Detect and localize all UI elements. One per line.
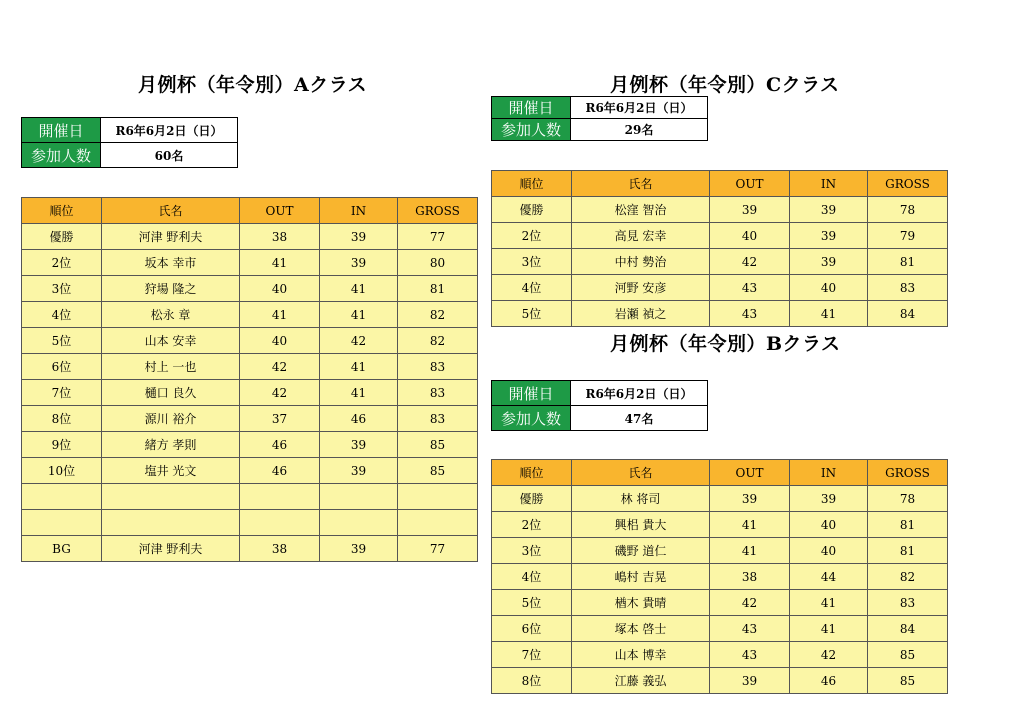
- table-row: [22, 380, 478, 406]
- table-row: [22, 484, 478, 510]
- cell-rank: 2位: [492, 512, 572, 538]
- cell-out: 43: [710, 275, 790, 301]
- header-row: [22, 198, 478, 224]
- class-a-participants: 60名: [101, 143, 238, 168]
- table-row: [492, 564, 948, 590]
- cell-out: 41: [710, 538, 790, 564]
- cell-out: 46: [240, 432, 320, 458]
- cell-gross: 79: [868, 223, 948, 249]
- col-header-name: 氏名: [572, 460, 710, 486]
- table-row: [492, 223, 948, 249]
- cell-in: 39: [320, 224, 398, 250]
- cell-rank: 7位: [492, 642, 572, 668]
- col-header-out: OUT: [710, 171, 790, 197]
- cell-rank: 7位: [22, 380, 102, 406]
- header-row: [492, 171, 948, 197]
- cell-rank: 9位: [22, 432, 102, 458]
- cell-gross: 81: [868, 249, 948, 275]
- cell-rank: 4位: [22, 302, 102, 328]
- cell-in: [320, 510, 398, 536]
- cell-rank: 4位: [492, 564, 572, 590]
- cell-out: 43: [710, 616, 790, 642]
- cell-gross: 83: [868, 275, 948, 301]
- cell-name: 塩井 光文: [102, 458, 240, 484]
- cell-in: 40: [790, 275, 868, 301]
- cell-in: 40: [790, 512, 868, 538]
- cell-rank: 2位: [492, 223, 572, 249]
- cell-gross: 82: [868, 564, 948, 590]
- cell-out: 42: [710, 590, 790, 616]
- cell-in: 39: [790, 486, 868, 512]
- class-b-date: R6年6月2日（日）: [571, 381, 708, 406]
- cell-out: 37: [240, 406, 320, 432]
- cell-rank: BG: [22, 536, 102, 562]
- cell-name: 岩瀬 禎之: [572, 301, 710, 327]
- cell-rank: 4位: [492, 275, 572, 301]
- cell-in: 39: [320, 458, 398, 484]
- cell-gross: 83: [398, 406, 478, 432]
- cell-name: 河津 野利夫: [102, 224, 240, 250]
- cell-name: 源川 裕介: [102, 406, 240, 432]
- cell-rank: [22, 510, 102, 536]
- cell-gross: 83: [398, 380, 478, 406]
- cell-rank: 優勝: [492, 486, 572, 512]
- class-b-title: 月例杯（年令別）Bクラス: [610, 333, 841, 355]
- cell-in: 39: [790, 223, 868, 249]
- table-row: [492, 512, 948, 538]
- col-header-in: IN: [320, 198, 398, 224]
- cell-in: 42: [790, 642, 868, 668]
- cell-rank: [22, 484, 102, 510]
- cell-rank: 優勝: [492, 197, 572, 223]
- cell-name: 河津 野利夫: [102, 536, 240, 562]
- cell-name: 樋口 良久: [102, 380, 240, 406]
- cell-rank: 10位: [22, 458, 102, 484]
- table-row: [492, 197, 948, 223]
- cell-gross: 81: [398, 276, 478, 302]
- cell-gross: 78: [868, 486, 948, 512]
- cell-out: 39: [710, 668, 790, 694]
- cell-name: 緒方 孝則: [102, 432, 240, 458]
- col-header-name: 氏名: [102, 198, 240, 224]
- cell-in: 41: [320, 380, 398, 406]
- cell-gross: 85: [868, 668, 948, 694]
- table-row: [492, 301, 948, 327]
- cell-rank: 2位: [22, 250, 102, 276]
- cell-name: 松永 章: [102, 302, 240, 328]
- table-row: [492, 590, 948, 616]
- cell-rank: 8位: [492, 668, 572, 694]
- cell-in: 41: [320, 354, 398, 380]
- cell-name: 林 将司: [572, 486, 710, 512]
- participants-label: 参加人数: [492, 406, 571, 431]
- col-header-rank: 順位: [492, 460, 572, 486]
- cell-gross: [398, 510, 478, 536]
- participants-label: 参加人数: [22, 143, 101, 168]
- cell-out: 40: [240, 328, 320, 354]
- cell-rank: 8位: [22, 406, 102, 432]
- cell-in: [320, 484, 398, 510]
- table-row: [22, 536, 478, 562]
- col-header-in: IN: [790, 460, 868, 486]
- cell-out: 40: [240, 276, 320, 302]
- table-row: [22, 328, 478, 354]
- cell-name: 山本 安幸: [102, 328, 240, 354]
- class-c-title: 月例杯（年令別）Cクラス: [610, 74, 840, 96]
- cell-name: 村上 一也: [102, 354, 240, 380]
- col-header-out: OUT: [710, 460, 790, 486]
- col-header-rank: 順位: [492, 171, 572, 197]
- col-header-rank: 順位: [22, 198, 102, 224]
- cell-in: 39: [320, 432, 398, 458]
- cell-out: 42: [240, 380, 320, 406]
- class-b-participants: 47名: [571, 406, 708, 431]
- cell-rank: 5位: [492, 301, 572, 327]
- cell-name: 磯野 道仁: [572, 538, 710, 564]
- cell-name: 坂本 幸市: [102, 250, 240, 276]
- cell-rank: 5位: [492, 590, 572, 616]
- cell-name: 塚本 啓士: [572, 616, 710, 642]
- cell-out: 43: [710, 642, 790, 668]
- cell-name: 嶋村 吉晃: [572, 564, 710, 590]
- cell-in: 42: [320, 328, 398, 354]
- class-a-info-table: [21, 117, 238, 168]
- date-label: 開催日: [22, 118, 101, 143]
- table-row: [22, 302, 478, 328]
- cell-gross: 78: [868, 197, 948, 223]
- class-c-info-table: [491, 96, 708, 141]
- cell-gross: 82: [398, 302, 478, 328]
- cell-gross: 85: [398, 432, 478, 458]
- col-header-gross: GROSS: [868, 460, 948, 486]
- cell-out: 40: [710, 223, 790, 249]
- cell-rank: 3位: [22, 276, 102, 302]
- cell-name: [102, 510, 240, 536]
- cell-gross: 77: [398, 224, 478, 250]
- table-row: [492, 668, 948, 694]
- table-row: [492, 616, 948, 642]
- participants-label: 参加人数: [492, 119, 571, 141]
- col-header-name: 氏名: [572, 171, 710, 197]
- cell-name: 高見 宏幸: [572, 223, 710, 249]
- col-header-gross: GROSS: [868, 171, 948, 197]
- cell-rank: 5位: [22, 328, 102, 354]
- cell-gross: [398, 484, 478, 510]
- cell-name: 楢木 貴晴: [572, 590, 710, 616]
- cell-gross: 81: [868, 512, 948, 538]
- cell-in: 41: [790, 616, 868, 642]
- cell-gross: 77: [398, 536, 478, 562]
- table-row: [22, 224, 478, 250]
- table-row: [22, 510, 478, 536]
- cell-name: 興梠 貴大: [572, 512, 710, 538]
- cell-rank: 3位: [492, 538, 572, 564]
- cell-in: 41: [790, 590, 868, 616]
- cell-out: 38: [240, 536, 320, 562]
- cell-in: 39: [790, 249, 868, 275]
- cell-out: 42: [710, 249, 790, 275]
- cell-gross: 85: [868, 642, 948, 668]
- cell-gross: 83: [398, 354, 478, 380]
- cell-in: 39: [320, 250, 398, 276]
- cell-gross: 82: [398, 328, 478, 354]
- cell-gross: 83: [868, 590, 948, 616]
- cell-out: 41: [710, 512, 790, 538]
- cell-in: 44: [790, 564, 868, 590]
- cell-in: 46: [320, 406, 398, 432]
- cell-out: [240, 510, 320, 536]
- col-header-out: OUT: [240, 198, 320, 224]
- table-row: [22, 354, 478, 380]
- cell-name: [102, 484, 240, 510]
- table-row: [492, 538, 948, 564]
- cell-name: 中村 勢治: [572, 249, 710, 275]
- cell-gross: 80: [398, 250, 478, 276]
- cell-name: 河野 安彦: [572, 275, 710, 301]
- class-a-date: R6年6月2日（日）: [101, 118, 238, 143]
- cell-rank: 6位: [492, 616, 572, 642]
- class-c-participants: 29名: [571, 119, 708, 141]
- table-row: [22, 406, 478, 432]
- class-a-results-table: [21, 197, 478, 562]
- table-row: [22, 458, 478, 484]
- table-row: [22, 276, 478, 302]
- cell-in: 39: [320, 536, 398, 562]
- cell-out: 39: [710, 197, 790, 223]
- cell-out: 38: [710, 564, 790, 590]
- col-header-in: IN: [790, 171, 868, 197]
- cell-out: 43: [710, 301, 790, 327]
- cell-in: 39: [790, 197, 868, 223]
- cell-gross: 84: [868, 301, 948, 327]
- table-row: [22, 250, 478, 276]
- cell-gross: 84: [868, 616, 948, 642]
- table-row: [492, 249, 948, 275]
- cell-out: 41: [240, 250, 320, 276]
- cell-rank: 優勝: [22, 224, 102, 250]
- header-row: [492, 460, 948, 486]
- date-label: 開催日: [492, 97, 571, 119]
- cell-in: 40: [790, 538, 868, 564]
- cell-out: 41: [240, 302, 320, 328]
- cell-out: [240, 484, 320, 510]
- table-row: [22, 432, 478, 458]
- cell-name: 狩場 隆之: [102, 276, 240, 302]
- cell-out: 38: [240, 224, 320, 250]
- cell-in: 41: [320, 302, 398, 328]
- cell-name: 松窪 智治: [572, 197, 710, 223]
- table-row: [492, 275, 948, 301]
- cell-gross: 85: [398, 458, 478, 484]
- col-header-gross: GROSS: [398, 198, 478, 224]
- cell-in: 41: [790, 301, 868, 327]
- cell-out: 42: [240, 354, 320, 380]
- class-a-title: 月例杯（年令別）Aクラス: [138, 74, 368, 96]
- cell-in: 46: [790, 668, 868, 694]
- cell-out: 39: [710, 486, 790, 512]
- cell-rank: 3位: [492, 249, 572, 275]
- cell-gross: 81: [868, 538, 948, 564]
- class-c-date: R6年6月2日（日）: [571, 97, 708, 119]
- date-label: 開催日: [492, 381, 571, 406]
- cell-in: 41: [320, 276, 398, 302]
- cell-name: 山本 博幸: [572, 642, 710, 668]
- cell-out: 46: [240, 458, 320, 484]
- class-c-results-table: [491, 170, 948, 327]
- cell-name: 江藤 義弘: [572, 668, 710, 694]
- class-b-info-table: [491, 380, 708, 431]
- class-b-results-table: [491, 459, 948, 694]
- cell-rank: 6位: [22, 354, 102, 380]
- table-row: [492, 486, 948, 512]
- table-row: [492, 642, 948, 668]
